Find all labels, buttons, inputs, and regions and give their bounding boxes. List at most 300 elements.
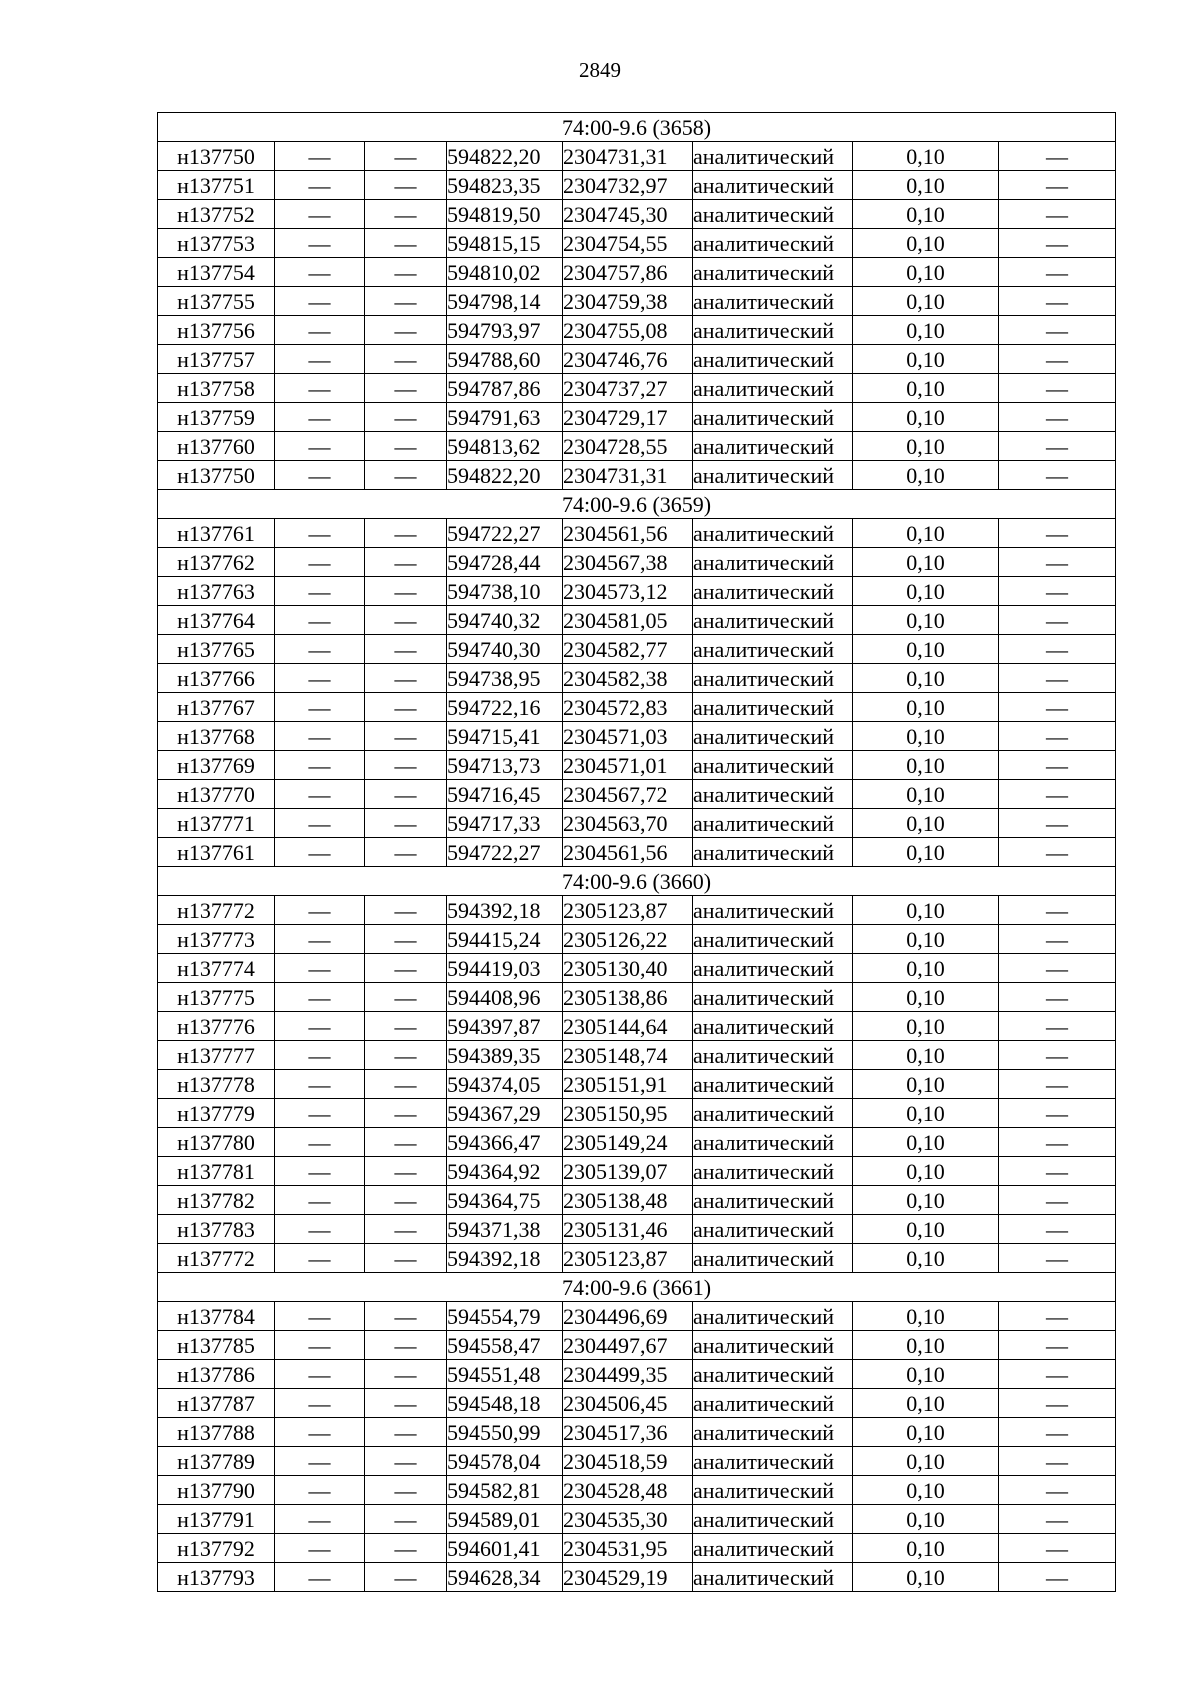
y-coordinate-cell: 2304563,70 bbox=[563, 809, 693, 838]
point-name-cell: н137755 bbox=[158, 287, 275, 316]
point-name-cell: н137750 bbox=[158, 142, 275, 171]
x-coordinate-cell: 594548,18 bbox=[447, 1389, 563, 1418]
table-row bbox=[158, 1244, 1116, 1273]
dash-cell: — bbox=[999, 751, 1116, 780]
dash-cell: — bbox=[365, 345, 447, 374]
x-coordinate-cell: 594713,73 bbox=[447, 751, 563, 780]
point-name-cell: н137785 bbox=[158, 1331, 275, 1360]
dash-cell: — bbox=[275, 1041, 365, 1070]
x-coordinate-cell: 594715,41 bbox=[447, 722, 563, 751]
table-row bbox=[158, 1070, 1116, 1099]
dash-cell: — bbox=[365, 1331, 447, 1360]
table-row bbox=[158, 1389, 1116, 1418]
dash-cell: — bbox=[365, 548, 447, 577]
coordinates-table bbox=[157, 112, 1116, 1592]
y-coordinate-cell: 2304571,03 bbox=[563, 722, 693, 751]
dash-cell: — bbox=[999, 954, 1116, 983]
method-cell: аналитический bbox=[693, 1534, 853, 1563]
point-name-cell: н137783 bbox=[158, 1215, 275, 1244]
accuracy-cell: 0,10 bbox=[853, 345, 999, 374]
point-name-cell: н137750 bbox=[158, 461, 275, 490]
table-row bbox=[158, 954, 1116, 983]
point-name-cell: н137754 bbox=[158, 258, 275, 287]
table-row bbox=[158, 780, 1116, 809]
y-coordinate-cell: 2304737,27 bbox=[563, 374, 693, 403]
dash-cell: — bbox=[365, 1389, 447, 1418]
method-cell: аналитический bbox=[693, 171, 853, 200]
y-coordinate-cell: 2305138,48 bbox=[563, 1186, 693, 1215]
y-coordinate-cell: 2304561,56 bbox=[563, 519, 693, 548]
dash-cell: — bbox=[275, 1099, 365, 1128]
accuracy-cell: 0,10 bbox=[853, 693, 999, 722]
dash-cell: — bbox=[365, 693, 447, 722]
x-coordinate-cell: 594415,24 bbox=[447, 925, 563, 954]
dash-cell: — bbox=[365, 925, 447, 954]
accuracy-cell: 0,10 bbox=[853, 1534, 999, 1563]
dash-cell: — bbox=[999, 200, 1116, 229]
point-name-cell: н137786 bbox=[158, 1360, 275, 1389]
accuracy-cell: 0,10 bbox=[853, 1505, 999, 1534]
dash-cell: — bbox=[365, 461, 447, 490]
accuracy-cell: 0,10 bbox=[853, 1157, 999, 1186]
method-cell: аналитический bbox=[693, 548, 853, 577]
dash-cell: — bbox=[275, 229, 365, 258]
table-row bbox=[158, 1331, 1116, 1360]
point-name-cell: н137772 bbox=[158, 896, 275, 925]
dash-cell: — bbox=[275, 722, 365, 751]
table-body bbox=[158, 113, 1116, 1592]
x-coordinate-cell: 594722,16 bbox=[447, 693, 563, 722]
accuracy-cell: 0,10 bbox=[853, 258, 999, 287]
dash-cell: — bbox=[999, 403, 1116, 432]
x-coordinate-cell: 594392,18 bbox=[447, 896, 563, 925]
x-coordinate-cell: 594793,97 bbox=[447, 316, 563, 345]
accuracy-cell: 0,10 bbox=[853, 1563, 999, 1592]
dash-cell: — bbox=[365, 403, 447, 432]
table-row bbox=[158, 925, 1116, 954]
dash-cell: — bbox=[999, 1186, 1116, 1215]
method-cell: аналитический bbox=[693, 374, 853, 403]
y-coordinate-cell: 2304729,17 bbox=[563, 403, 693, 432]
x-coordinate-cell: 594819,50 bbox=[447, 200, 563, 229]
point-name-cell: н137764 bbox=[158, 606, 275, 635]
method-cell: аналитический bbox=[693, 1389, 853, 1418]
accuracy-cell: 0,10 bbox=[853, 374, 999, 403]
y-coordinate-cell: 2304581,05 bbox=[563, 606, 693, 635]
x-coordinate-cell: 594364,92 bbox=[447, 1157, 563, 1186]
dash-cell: — bbox=[275, 374, 365, 403]
method-cell: аналитический bbox=[693, 925, 853, 954]
accuracy-cell: 0,10 bbox=[853, 722, 999, 751]
dash-cell: — bbox=[365, 1244, 447, 1273]
x-coordinate-cell: 594371,38 bbox=[447, 1215, 563, 1244]
x-coordinate-cell: 594367,29 bbox=[447, 1099, 563, 1128]
dash-cell: — bbox=[275, 577, 365, 606]
y-coordinate-cell: 2304755,08 bbox=[563, 316, 693, 345]
dash-cell: — bbox=[365, 1070, 447, 1099]
dash-cell: — bbox=[275, 403, 365, 432]
dash-cell: — bbox=[365, 722, 447, 751]
x-coordinate-cell: 594554,79 bbox=[447, 1302, 563, 1331]
section-header-row bbox=[158, 1273, 1116, 1302]
dash-cell: — bbox=[365, 432, 447, 461]
dash-cell: — bbox=[999, 983, 1116, 1012]
table-row bbox=[158, 1041, 1116, 1070]
table-row bbox=[158, 1186, 1116, 1215]
point-name-cell: н137782 bbox=[158, 1186, 275, 1215]
y-coordinate-cell: 2305131,46 bbox=[563, 1215, 693, 1244]
dash-cell: — bbox=[999, 1563, 1116, 1592]
method-cell: аналитический bbox=[693, 1331, 853, 1360]
dash-cell: — bbox=[365, 1505, 447, 1534]
accuracy-cell: 0,10 bbox=[853, 519, 999, 548]
table-row bbox=[158, 1012, 1116, 1041]
accuracy-cell: 0,10 bbox=[853, 635, 999, 664]
dash-cell: — bbox=[275, 1534, 365, 1563]
method-cell: аналитический bbox=[693, 577, 853, 606]
method-cell: аналитический bbox=[693, 1099, 853, 1128]
x-coordinate-cell: 594628,34 bbox=[447, 1563, 563, 1592]
y-coordinate-cell: 2305150,95 bbox=[563, 1099, 693, 1128]
dash-cell: — bbox=[275, 664, 365, 693]
x-coordinate-cell: 594722,27 bbox=[447, 838, 563, 867]
method-cell: аналитический bbox=[693, 461, 853, 490]
point-name-cell: н137780 bbox=[158, 1128, 275, 1157]
dash-cell: — bbox=[365, 1563, 447, 1592]
x-coordinate-cell: 594366,47 bbox=[447, 1128, 563, 1157]
method-cell: аналитический bbox=[693, 1215, 853, 1244]
dash-cell: — bbox=[275, 1215, 365, 1244]
section-title: 74:00-9.6 (3660) bbox=[158, 867, 1116, 896]
x-coordinate-cell: 594728,44 bbox=[447, 548, 563, 577]
x-coordinate-cell: 594813,62 bbox=[447, 432, 563, 461]
y-coordinate-cell: 2304732,97 bbox=[563, 171, 693, 200]
dash-cell: — bbox=[365, 1302, 447, 1331]
dash-cell: — bbox=[999, 1302, 1116, 1331]
point-name-cell: н137772 bbox=[158, 1244, 275, 1273]
table-row bbox=[158, 1534, 1116, 1563]
table-row bbox=[158, 519, 1116, 548]
x-coordinate-cell: 594822,20 bbox=[447, 461, 563, 490]
point-name-cell: н137770 bbox=[158, 780, 275, 809]
dash-cell: — bbox=[275, 751, 365, 780]
table-row bbox=[158, 171, 1116, 200]
dash-cell: — bbox=[365, 1041, 447, 1070]
point-name-cell: н137760 bbox=[158, 432, 275, 461]
accuracy-cell: 0,10 bbox=[853, 983, 999, 1012]
table-row bbox=[158, 1128, 1116, 1157]
dash-cell: — bbox=[999, 693, 1116, 722]
x-coordinate-cell: 594397,87 bbox=[447, 1012, 563, 1041]
point-name-cell: н137793 bbox=[158, 1563, 275, 1592]
x-coordinate-cell: 594716,45 bbox=[447, 780, 563, 809]
accuracy-cell: 0,10 bbox=[853, 1012, 999, 1041]
accuracy-cell: 0,10 bbox=[853, 548, 999, 577]
dash-cell: — bbox=[999, 316, 1116, 345]
x-coordinate-cell: 594740,30 bbox=[447, 635, 563, 664]
y-coordinate-cell: 2305126,22 bbox=[563, 925, 693, 954]
x-coordinate-cell: 594717,33 bbox=[447, 809, 563, 838]
y-coordinate-cell: 2305139,07 bbox=[563, 1157, 693, 1186]
accuracy-cell: 0,10 bbox=[853, 1099, 999, 1128]
y-coordinate-cell: 2304561,56 bbox=[563, 838, 693, 867]
dash-cell: — bbox=[275, 1389, 365, 1418]
x-coordinate-cell: 594408,96 bbox=[447, 983, 563, 1012]
dash-cell: — bbox=[999, 577, 1116, 606]
method-cell: аналитический bbox=[693, 142, 853, 171]
table-row bbox=[158, 1505, 1116, 1534]
y-coordinate-cell: 2304567,38 bbox=[563, 548, 693, 577]
table-row bbox=[158, 577, 1116, 606]
dash-cell: — bbox=[365, 1128, 447, 1157]
dash-cell: — bbox=[365, 664, 447, 693]
dash-cell: — bbox=[275, 693, 365, 722]
dash-cell: — bbox=[365, 809, 447, 838]
dash-cell: — bbox=[275, 780, 365, 809]
y-coordinate-cell: 2305151,91 bbox=[563, 1070, 693, 1099]
dash-cell: — bbox=[999, 258, 1116, 287]
accuracy-cell: 0,10 bbox=[853, 925, 999, 954]
table-row bbox=[158, 1418, 1116, 1447]
dash-cell: — bbox=[365, 1186, 447, 1215]
x-coordinate-cell: 594740,32 bbox=[447, 606, 563, 635]
x-coordinate-cell: 594738,10 bbox=[447, 577, 563, 606]
point-name-cell: н137761 bbox=[158, 838, 275, 867]
method-cell: аналитический bbox=[693, 1186, 853, 1215]
table-row bbox=[158, 606, 1116, 635]
dash-cell: — bbox=[275, 548, 365, 577]
table-row bbox=[158, 983, 1116, 1012]
y-coordinate-cell: 2304757,86 bbox=[563, 258, 693, 287]
point-name-cell: н137757 bbox=[158, 345, 275, 374]
dash-cell: — bbox=[999, 664, 1116, 693]
accuracy-cell: 0,10 bbox=[853, 606, 999, 635]
dash-cell: — bbox=[999, 374, 1116, 403]
y-coordinate-cell: 2305144,64 bbox=[563, 1012, 693, 1041]
y-coordinate-cell: 2305148,74 bbox=[563, 1041, 693, 1070]
dash-cell: — bbox=[365, 954, 447, 983]
dash-cell: — bbox=[365, 287, 447, 316]
y-coordinate-cell: 2304745,30 bbox=[563, 200, 693, 229]
table-row bbox=[158, 722, 1116, 751]
point-name-cell: н137781 bbox=[158, 1157, 275, 1186]
dash-cell: — bbox=[275, 200, 365, 229]
dash-cell: — bbox=[999, 519, 1116, 548]
dash-cell: — bbox=[275, 954, 365, 983]
section-header-row bbox=[158, 867, 1116, 896]
dash-cell: — bbox=[999, 722, 1116, 751]
point-name-cell: н137789 bbox=[158, 1447, 275, 1476]
dash-cell: — bbox=[275, 925, 365, 954]
method-cell: аналитический bbox=[693, 780, 853, 809]
dash-cell: — bbox=[999, 896, 1116, 925]
dash-cell: — bbox=[365, 751, 447, 780]
x-coordinate-cell: 594823,35 bbox=[447, 171, 563, 200]
accuracy-cell: 0,10 bbox=[853, 954, 999, 983]
dash-cell: — bbox=[365, 1157, 447, 1186]
method-cell: аналитический bbox=[693, 809, 853, 838]
x-coordinate-cell: 594419,03 bbox=[447, 954, 563, 983]
accuracy-cell: 0,10 bbox=[853, 229, 999, 258]
dash-cell: — bbox=[999, 1244, 1116, 1273]
dash-cell: — bbox=[999, 1505, 1116, 1534]
table-row bbox=[158, 809, 1116, 838]
dash-cell: — bbox=[275, 606, 365, 635]
y-coordinate-cell: 2304759,38 bbox=[563, 287, 693, 316]
y-coordinate-cell: 2304499,35 bbox=[563, 1360, 693, 1389]
method-cell: аналитический bbox=[693, 751, 853, 780]
method-cell: аналитический bbox=[693, 200, 853, 229]
dash-cell: — bbox=[365, 519, 447, 548]
dash-cell: — bbox=[999, 229, 1116, 258]
dash-cell: — bbox=[275, 1128, 365, 1157]
point-name-cell: н137779 bbox=[158, 1099, 275, 1128]
x-coordinate-cell: 594589,01 bbox=[447, 1505, 563, 1534]
dash-cell: — bbox=[999, 1447, 1116, 1476]
y-coordinate-cell: 2304731,31 bbox=[563, 461, 693, 490]
y-coordinate-cell: 2304582,77 bbox=[563, 635, 693, 664]
point-name-cell: н137759 bbox=[158, 403, 275, 432]
table-row bbox=[158, 635, 1116, 664]
dash-cell: — bbox=[365, 1534, 447, 1563]
y-coordinate-cell: 2304506,45 bbox=[563, 1389, 693, 1418]
table-row bbox=[158, 258, 1116, 287]
dash-cell: — bbox=[999, 1157, 1116, 1186]
table-row bbox=[158, 345, 1116, 374]
dash-cell: — bbox=[365, 635, 447, 664]
dash-cell: — bbox=[999, 1215, 1116, 1244]
method-cell: аналитический bbox=[693, 287, 853, 316]
dash-cell: — bbox=[275, 1070, 365, 1099]
accuracy-cell: 0,10 bbox=[853, 809, 999, 838]
method-cell: аналитический bbox=[693, 664, 853, 693]
dash-cell: — bbox=[365, 1418, 447, 1447]
method-cell: аналитический bbox=[693, 1447, 853, 1476]
dash-cell: — bbox=[999, 1418, 1116, 1447]
y-coordinate-cell: 2304567,72 bbox=[563, 780, 693, 809]
method-cell: аналитический bbox=[693, 1302, 853, 1331]
point-name-cell: н137762 bbox=[158, 548, 275, 577]
method-cell: аналитический bbox=[693, 1563, 853, 1592]
dash-cell: — bbox=[275, 519, 365, 548]
dash-cell: — bbox=[365, 780, 447, 809]
x-coordinate-cell: 594722,27 bbox=[447, 519, 563, 548]
point-name-cell: н137784 bbox=[158, 1302, 275, 1331]
dash-cell: — bbox=[999, 1070, 1116, 1099]
dash-cell: — bbox=[275, 1244, 365, 1273]
dash-cell: — bbox=[275, 1012, 365, 1041]
table-row bbox=[158, 1215, 1116, 1244]
accuracy-cell: 0,10 bbox=[853, 1331, 999, 1360]
dash-cell: — bbox=[275, 809, 365, 838]
accuracy-cell: 0,10 bbox=[853, 1041, 999, 1070]
accuracy-cell: 0,10 bbox=[853, 1476, 999, 1505]
dash-cell: — bbox=[365, 983, 447, 1012]
x-coordinate-cell: 594551,48 bbox=[447, 1360, 563, 1389]
dash-cell: — bbox=[999, 606, 1116, 635]
point-name-cell: н137792 bbox=[158, 1534, 275, 1563]
point-name-cell: н137778 bbox=[158, 1070, 275, 1099]
dash-cell: — bbox=[365, 374, 447, 403]
y-coordinate-cell: 2304496,69 bbox=[563, 1302, 693, 1331]
dash-cell: — bbox=[275, 1505, 365, 1534]
method-cell: аналитический bbox=[693, 1012, 853, 1041]
x-coordinate-cell: 594787,86 bbox=[447, 374, 563, 403]
point-name-cell: н137775 bbox=[158, 983, 275, 1012]
method-cell: аналитический bbox=[693, 635, 853, 664]
dash-cell: — bbox=[275, 1418, 365, 1447]
accuracy-cell: 0,10 bbox=[853, 664, 999, 693]
dash-cell: — bbox=[999, 1099, 1116, 1128]
point-name-cell: н137774 bbox=[158, 954, 275, 983]
x-coordinate-cell: 594364,75 bbox=[447, 1186, 563, 1215]
dash-cell: — bbox=[365, 1476, 447, 1505]
method-cell: аналитический bbox=[693, 1041, 853, 1070]
y-coordinate-cell: 2304746,76 bbox=[563, 345, 693, 374]
table-row bbox=[158, 1563, 1116, 1592]
page-number: 2849 bbox=[579, 58, 621, 82]
x-coordinate-cell: 594582,81 bbox=[447, 1476, 563, 1505]
y-coordinate-cell: 2304572,83 bbox=[563, 693, 693, 722]
table-row bbox=[158, 1360, 1116, 1389]
accuracy-cell: 0,10 bbox=[853, 1244, 999, 1273]
dash-cell: — bbox=[365, 142, 447, 171]
dash-cell: — bbox=[365, 1447, 447, 1476]
method-cell: аналитический bbox=[693, 229, 853, 258]
table-row bbox=[158, 1476, 1116, 1505]
accuracy-cell: 0,10 bbox=[853, 287, 999, 316]
dash-cell: — bbox=[275, 1447, 365, 1476]
dash-cell: — bbox=[999, 925, 1116, 954]
x-coordinate-cell: 594389,35 bbox=[447, 1041, 563, 1070]
dash-cell: — bbox=[999, 1128, 1116, 1157]
method-cell: аналитический bbox=[693, 519, 853, 548]
dash-cell: — bbox=[275, 896, 365, 925]
accuracy-cell: 0,10 bbox=[853, 171, 999, 200]
section-title: 74:00-9.6 (3661) bbox=[158, 1273, 1116, 1302]
dash-cell: — bbox=[365, 316, 447, 345]
dash-cell: — bbox=[999, 548, 1116, 577]
y-coordinate-cell: 2305130,40 bbox=[563, 954, 693, 983]
table-row bbox=[158, 142, 1116, 171]
accuracy-cell: 0,10 bbox=[853, 751, 999, 780]
x-coordinate-cell: 594392,18 bbox=[447, 1244, 563, 1273]
method-cell: аналитический bbox=[693, 345, 853, 374]
point-name-cell: н137763 bbox=[158, 577, 275, 606]
dash-cell: — bbox=[275, 1302, 365, 1331]
dash-cell: — bbox=[365, 1215, 447, 1244]
table-row bbox=[158, 896, 1116, 925]
accuracy-cell: 0,10 bbox=[853, 1389, 999, 1418]
section-title: 74:00-9.6 (3658) bbox=[158, 113, 1116, 142]
point-name-cell: н137790 bbox=[158, 1476, 275, 1505]
x-coordinate-cell: 594788,60 bbox=[447, 345, 563, 374]
dash-cell: — bbox=[365, 838, 447, 867]
method-cell: аналитический bbox=[693, 838, 853, 867]
dash-cell: — bbox=[275, 1476, 365, 1505]
dash-cell: — bbox=[999, 1331, 1116, 1360]
table-row bbox=[158, 374, 1116, 403]
table-row bbox=[158, 693, 1116, 722]
table-row bbox=[158, 1099, 1116, 1128]
x-coordinate-cell: 594798,14 bbox=[447, 287, 563, 316]
dash-cell: — bbox=[999, 635, 1116, 664]
method-cell: аналитический bbox=[693, 896, 853, 925]
y-coordinate-cell: 2304497,67 bbox=[563, 1331, 693, 1360]
dash-cell: — bbox=[999, 1012, 1116, 1041]
point-name-cell: н137776 bbox=[158, 1012, 275, 1041]
y-coordinate-cell: 2304535,30 bbox=[563, 1505, 693, 1534]
